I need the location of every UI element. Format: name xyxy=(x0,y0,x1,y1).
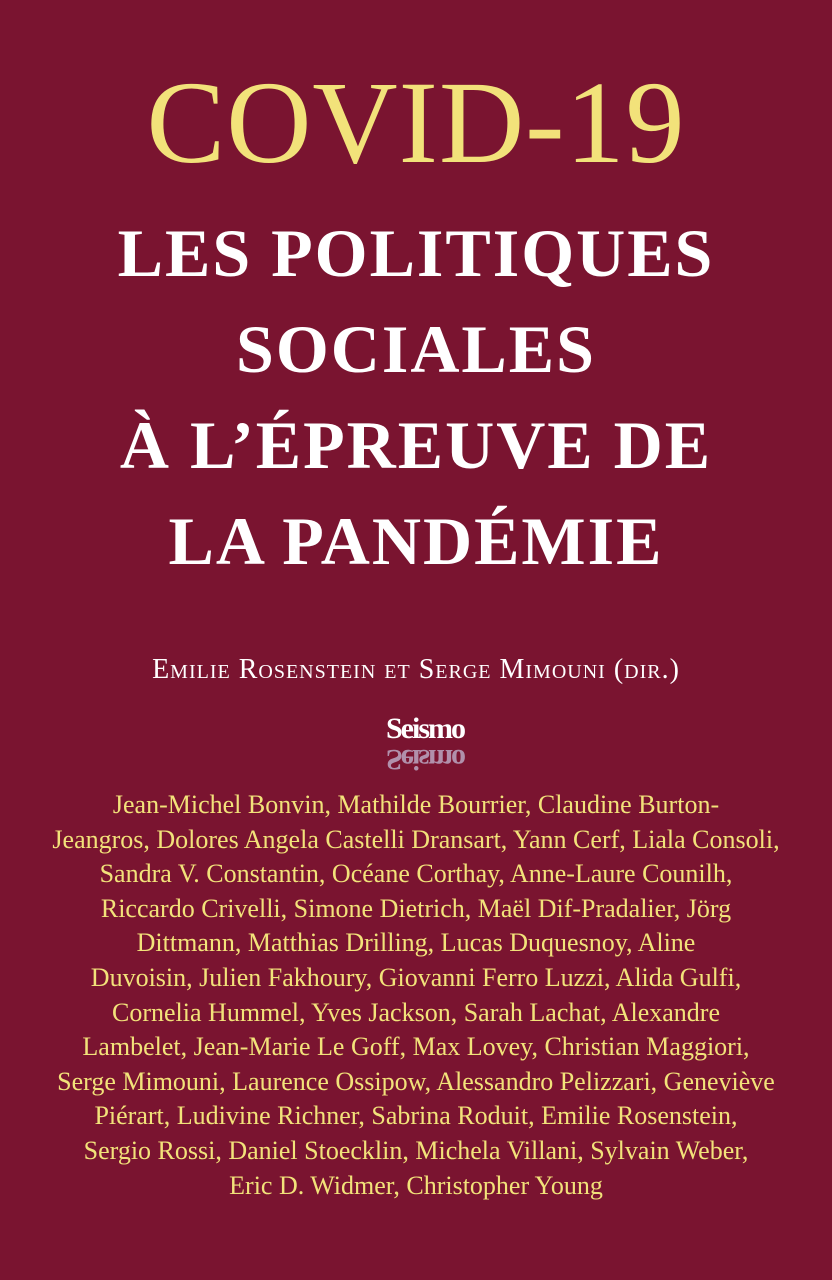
contributors-line: Piérart, Ludivine Richner, Sabrina Roduit, Emilie Rosenstein, xyxy=(94,1101,738,1131)
contributors-line: Sandra V. Constantin, Océane Corthay, Anne-Laure Counilh, xyxy=(99,859,733,889)
subtitle-line: SOCIALES xyxy=(236,311,596,387)
contributors-line: Cornelia Hummel, Yves Jackson, Sarah Lachat, Alexandre xyxy=(112,997,720,1027)
subtitle-line: LES POLITIQUES xyxy=(117,215,715,291)
contributors-list xyxy=(50,788,782,1203)
contributors-line: Jean-Michel Bonvin, Mathilde Bourrier, Claudine Burton- xyxy=(112,790,720,819)
publisher-logo-text: Seismo xyxy=(386,712,464,745)
contributors-line: Serge Mimouni, Laurence Ossipow, Alessandro Pelizzari, Geneviève xyxy=(57,1066,775,1096)
contributors-line: Sergio Rossi, Daniel Stoecklin, Michela Villani, Sylvain Weber, xyxy=(83,1135,749,1165)
contributors-line: Jeangros, Dolores Angela Castelli Dransart, Yann Cerf, Liala Consoli, xyxy=(52,824,780,854)
contributors-line: Eric D. Widmer, Christopher Young xyxy=(229,1170,603,1200)
contributors-line: Riccardo Crivelli, Simone Dietrich, Maël Dif-Pradalier, Jörg xyxy=(100,893,732,923)
book-title: COVID-19 xyxy=(146,57,686,188)
publisher-logo xyxy=(386,712,476,774)
subtitle-line: LA PANDÉMIE xyxy=(168,503,664,579)
contributors-line: Dittmann, Matthias Drilling, Lucas Duquesnoy, Aline xyxy=(136,928,696,958)
contributors-line: Lambelet, Jean-Marie Le Goff, Max Lovey, Christian Maggiori, xyxy=(82,1032,750,1062)
book-subtitle xyxy=(0,205,832,589)
editors-credit: Emilie Rosenstein et Serge Mimouni (dir.) xyxy=(152,654,680,685)
publisher-logo-reflection: Seismo xyxy=(386,743,464,776)
subtitle-line: À L’ÉPREUVE DE xyxy=(119,407,713,483)
contributors-line: Duvoisin, Julien Fakhoury, Giovanni Ferro Luzzi, Alida Gulfi, xyxy=(90,962,742,992)
